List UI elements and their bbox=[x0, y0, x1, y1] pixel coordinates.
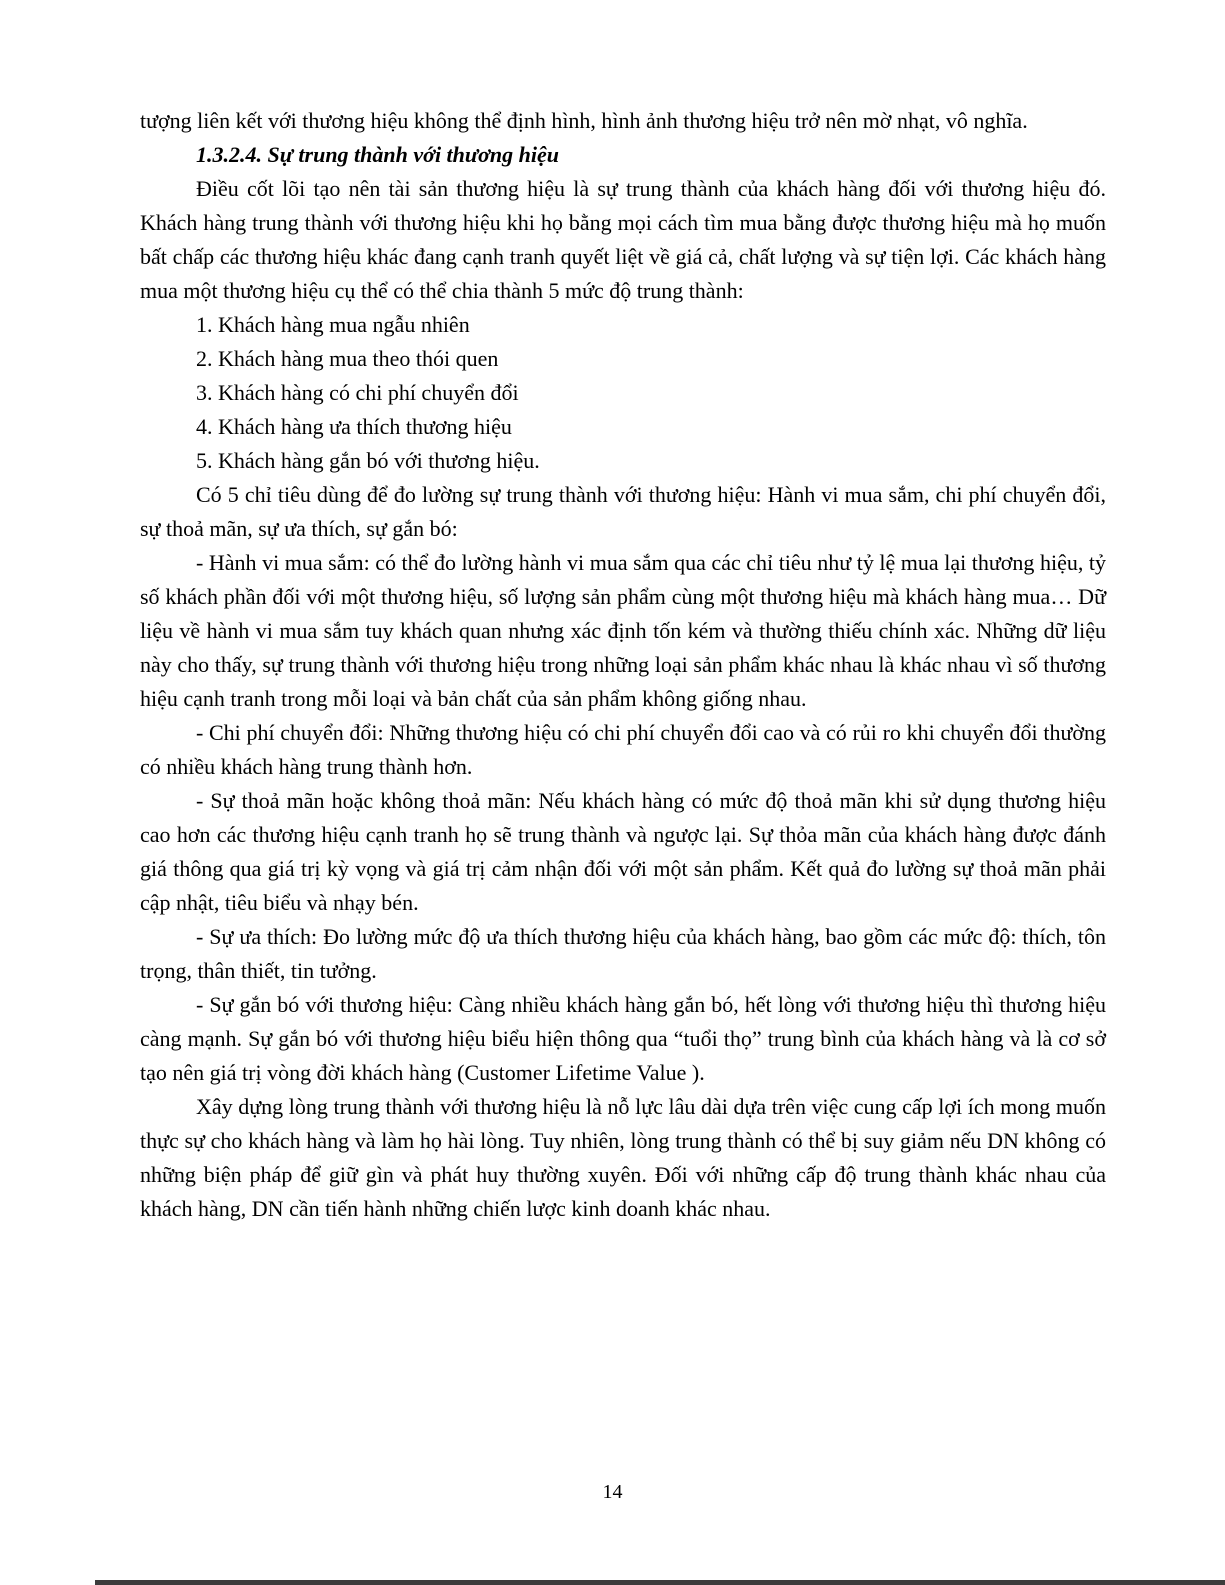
paragraph: - Sự thoả mãn hoặc không thoả mãn: Nếu khách hàng có mức độ thoả mãn khi sử dụng thương hiệu cao hơn các thương hiệu cạnh tranh họ sẽ trung thành và ngược lại. Sự thỏa mãn của khách hàng được đánh giá thông qua giá trị kỳ vọng và giá trị cảm nhận đối với một sản phẩm. Kết quả đo lường sự thoả mãn phải cập nhật, tiêu biểu và nhạy bén. bbox=[140, 788, 1106, 915]
paragraph: Điều cốt lõi tạo nên tài sản thương hiệu là sự trung thành của khách hàng đối với thương hiệu đó. Khách hàng trung thành với thương hiệu khi họ bằng mọi cách tìm mua bằng được thương hiệu mà họ muốn bất chấp các thương hiệu khác đang cạnh tranh quyết liệt về giá cả, chất lượng và sự tiện lợi. Các khách hàng mua một thương hiệu cụ thể có thể chia thành 5 mức độ trung thành: bbox=[140, 176, 1106, 303]
list-item: 2. Khách hàng mua theo thói quen bbox=[196, 346, 499, 371]
paragraph: - Sự gắn bó với thương hiệu: Càng nhiều khách hàng gắn bó, hết lòng với thương hiệu thì thương hiệu càng mạnh. Sự gắn bó với thương hiệu biểu hiện thông qua “tuổi thọ” trung bình của khách hàng và là cơ sở tạo nên giá trị vòng đời khách hàng (Customer Lifetime Value ). bbox=[140, 992, 1106, 1085]
paragraph: - Hành vi mua sắm: có thể đo lường hành vi mua sắm qua các chỉ tiêu như tỷ lệ mua lại thương hiệu, tỷ số khách phần đối với một thương hiệu, số lượng sản phẩm cùng một thương hiệu mà khách hàng mua… Dữ liệu về hành vi mua sắm tuy khách quan nhưng xác định tốn kém và thường thiếu chính xác. Những dữ liệu này cho thấy, sự trung thành với thương hiệu trong những loại sản phẩm khác nhau là khác nhau vì số thương hiệu cạnh tranh trong mỗi loại và bản chất của sản phẩm không giống nhau. bbox=[140, 550, 1106, 711]
page-content bbox=[140, 104, 1106, 1226]
window-bottom-edge bbox=[95, 1580, 1225, 1585]
list-item: 1. Khách hàng mua ngẫu nhiên bbox=[196, 312, 470, 337]
list-item: 5. Khách hàng gắn bó với thương hiệu. bbox=[196, 448, 540, 473]
paragraph: Xây dựng lòng trung thành với thương hiệu là nỗ lực lâu dài dựa trên việc cung cấp lợi ích mong muốn thực sự cho khách hàng và làm họ hài lòng. Tuy nhiên, lòng trung thành có thể bị suy giảm nếu DN không có những biện pháp để giữ gìn và phát huy thường xuyên. Đối với những cấp độ trung thành khác nhau của khách hàng, DN cần tiến hành những chiến lược kinh doanh khác nhau. bbox=[140, 1094, 1106, 1221]
section-heading: 1.3.2.4. Sự trung thành với thương hiệu bbox=[196, 142, 559, 167]
continued-paragraph: tượng liên kết với thương hiệu không thể định hình, hình ảnh thương hiệu trở nên mờ nhạt, vô nghĩa. bbox=[140, 108, 1028, 133]
list-item: 3. Khách hàng có chi phí chuyển đổi bbox=[196, 380, 519, 405]
page-number: 14 bbox=[602, 1481, 623, 1503]
paragraph: - Sự ưa thích: Đo lường mức độ ưa thích thương hiệu của khách hàng, bao gồm các mức độ: thích, tôn trọng, thân thiết, tin tưởng. bbox=[140, 924, 1106, 983]
paragraph: - Chi phí chuyển đổi: Những thương hiệu có chi phí chuyển đổi cao và có rủi ro khi chuyển đổi thường có nhiều khách hàng trung thành hơn. bbox=[140, 720, 1106, 779]
list-item: 4. Khách hàng ưa thích thương hiệu bbox=[196, 414, 512, 439]
paragraph: Có 5 chỉ tiêu dùng để đo lường sự trung thành với thương hiệu: Hành vi mua sắm, chi phí chuyển đổi, sự thoả mãn, sự ưa thích, sự gắn bó: bbox=[140, 482, 1106, 541]
